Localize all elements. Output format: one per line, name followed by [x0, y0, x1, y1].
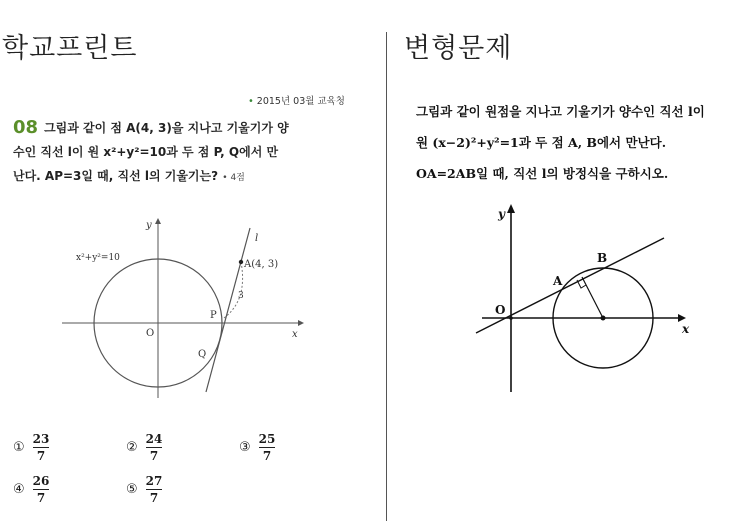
- variant-problem-panel: [388, 0, 743, 521]
- origin-label: O: [146, 328, 155, 339]
- choice-5[interactable]: ⑤ $\frac{27}{7}$: [126, 474, 163, 505]
- source-text: 2015년 03월 교육청: [256, 96, 345, 107]
- choice-5-mark: ⑤: [126, 481, 138, 497]
- distance-label: 3: [238, 291, 244, 301]
- variant-point-a-label: A: [553, 274, 563, 288]
- point-p-label: P: [210, 310, 217, 321]
- circle-label: x²+y²=10: [76, 253, 120, 263]
- variant-x-label: x: [682, 322, 690, 336]
- point-q-label: Q: [198, 349, 207, 360]
- choice-1[interactable]: ① $\frac{23}{7}$: [13, 432, 50, 463]
- variant-line-2: 원 (x−2)²+y²=1과 두 점 A, B에서 만난다.: [416, 135, 667, 150]
- choice-1-mark: ①: [13, 439, 25, 455]
- variant-point-b-label: B: [597, 251, 608, 265]
- point-a-label: A(4, 3): [244, 259, 279, 270]
- choice-3[interactable]: ③ $\frac{25}{7}$: [239, 432, 276, 463]
- perpendicular-segment: [582, 277, 603, 318]
- variant-line-1: 그림과 같이 원점을 지나고 기울기가 양수인 직선 l이: [416, 104, 705, 119]
- choice-2-mark: ②: [126, 439, 138, 455]
- line-l-label: l: [255, 233, 259, 244]
- variant-origin-label: O: [495, 303, 506, 317]
- choice-4[interactable]: ④ $\frac{26}{7}$: [13, 474, 50, 505]
- choice-3-mark: ③: [239, 439, 251, 455]
- variant-line-3: OA=2AB일 때, 직선 l의 방정식을 구하시오.: [416, 166, 669, 181]
- variant-origin-dot: [509, 316, 513, 320]
- question-number: 08: [13, 117, 39, 138]
- variant-figure: [388, 0, 743, 521]
- panel-divider: [386, 32, 387, 521]
- source-label: • 2015년 03월 교육청: [248, 96, 345, 107]
- question-line-2: 수인 직선 l이 원 x²+y²=10과 두 점 P, Q에서 만: [13, 145, 279, 159]
- school-print-heading: 학교프린트: [2, 33, 138, 64]
- circle-center-dot: [601, 316, 606, 321]
- x-axis-label: x: [292, 329, 298, 340]
- y-axis-label: y: [146, 220, 152, 231]
- choice-4-mark: ④: [13, 481, 25, 497]
- question-line-1: 08 그림과 같이 점 A(4, 3)을 지나고 기울기가 양: [13, 117, 289, 138]
- points-label: • 4점: [222, 173, 245, 183]
- question-line-3: 난다. AP=3일 때, 직선 l의 기울기는? • 4점: [13, 169, 245, 183]
- variant-problem-heading: 변형문제: [404, 33, 513, 64]
- point-a-dot: [239, 260, 243, 264]
- variant-y-label: y: [498, 207, 505, 221]
- choice-2[interactable]: ② $\frac{24}{7}$: [126, 432, 163, 463]
